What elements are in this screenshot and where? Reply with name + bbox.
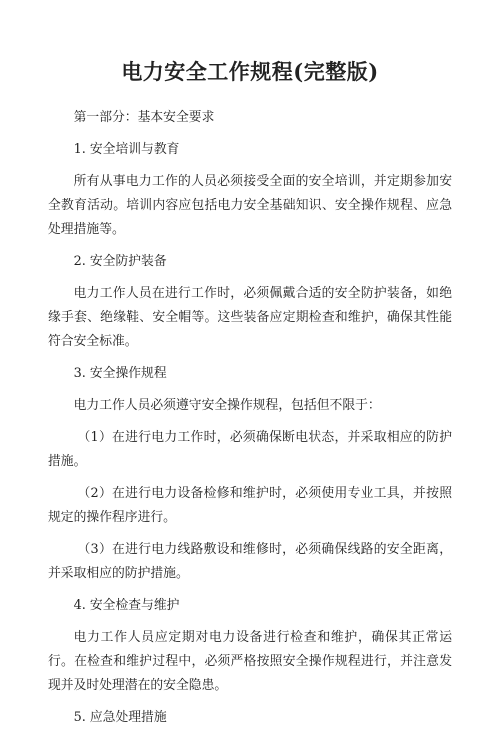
section-heading-5: 5. 应急处理措施 <box>73 710 167 725</box>
section-heading-4: 4. 安全检查与维护 <box>73 598 180 613</box>
section-3-list-item-1: （1）在进行电力工作时，必须确保断电状态，并采取相应的防护措施。 <box>48 430 452 469</box>
section-3-list-item-2: （2）在进行电力设备检修和维护时，必须使用专业工具，并按照规定的操作程序进行。 <box>48 486 452 525</box>
part-heading: 第一部分：基本安全要求 <box>73 110 215 125</box>
section-1-paragraph: 所有从事电力工作的人员必须接受全面的安全培训，并定期参加安全教育活动。培训内容应包括电力安全基础知识、安全操作规程、应急处理措施等。 <box>48 174 452 237</box>
section-3-intro-paragraph: 电力工作人员必须遵守安全操作规程，包括但不限于： <box>73 398 381 413</box>
section-4-paragraph: 电力工作人员应定期对电力设备进行检查和维护，确保其正常运行。在检查和维护过程中，必须严格按照安全操作规程进行，并注意发现并及时处理潜在的安全隐患。 <box>48 630 452 693</box>
document-title: 电力安全工作规程(完整版) <box>121 59 379 84</box>
section-heading-1: 1. 安全培训与教育 <box>73 142 180 157</box>
section-heading-2: 2. 安全防护装备 <box>73 254 167 269</box>
section-heading-3: 3. 安全操作规程 <box>73 366 167 381</box>
section-3-list-item-3: （3）在进行电力线路敷设和维修时，必须确保线路的安全距离，并采取相应的防护措施。 <box>48 542 452 581</box>
section-2-paragraph: 电力工作人员在进行工作时，必须佩戴合适的安全防护装备，如绝缘手套、绝缘鞋、安全帽等。这些装备应定期检查和维护，确保其性能符合安全标准。 <box>48 286 452 349</box>
